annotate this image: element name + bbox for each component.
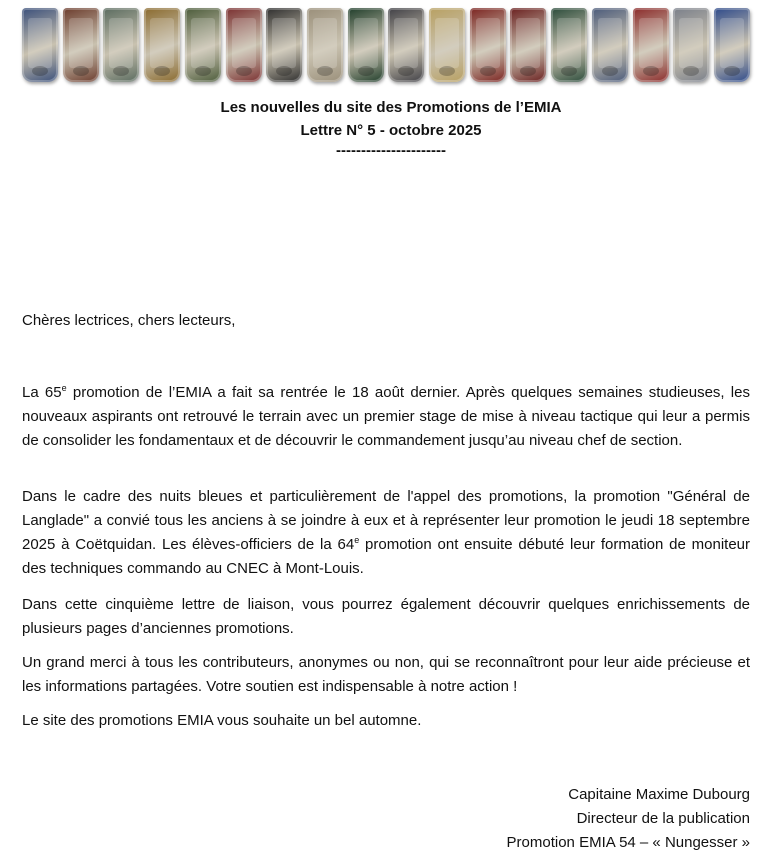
salutation: Chères lectrices, chers lecteurs, xyxy=(22,312,236,329)
badge-9 xyxy=(348,8,384,82)
badge-8 xyxy=(307,8,343,82)
paragraph-rentree xyxy=(22,381,750,453)
badge-14 xyxy=(551,8,587,82)
badge-10 xyxy=(388,8,424,82)
p1-superscript: e xyxy=(61,383,67,393)
promotion-badges-banner xyxy=(22,8,750,88)
badge-16 xyxy=(633,8,669,82)
badge-17 xyxy=(673,8,709,82)
issue-line: Lettre N° 5 - octobre 2025 xyxy=(300,122,482,139)
letter-header xyxy=(0,96,782,159)
badge-11 xyxy=(429,8,465,82)
badge-13 xyxy=(510,8,546,82)
p1-start: La 65 xyxy=(22,384,62,401)
badge-18 xyxy=(714,8,750,82)
signature-block xyxy=(507,783,750,855)
signatory-name: Capitaine Maxime Dubourg xyxy=(568,786,750,803)
badge-4 xyxy=(144,8,180,82)
badge-5 xyxy=(185,8,221,82)
p2-start: Dans le cadre des nuits bleues et particulièrement de l'appel des promotions, la promotion "Général de Langlade" a convié tous les anciens à se joindre à eux et à représenter leur promotion le jeudi 18 septembre 2025 à Coëtquidan. Les élèves-officiers de la 64 xyxy=(22,488,750,553)
signatory-promotion: Promotion EMIA 54 – « Nungesser » xyxy=(506,834,750,851)
paragraph-nuits-bleues xyxy=(22,485,750,581)
badge-15 xyxy=(592,8,628,82)
badge-3 xyxy=(103,8,139,82)
paragraph-remerciements: Un grand merci à tous les contributeurs, anonymes ou non, qui se reconnaîtront pour leur aide précieuse et les informations partagées. Votre soutien est indispensable à notre action ! xyxy=(22,654,750,695)
badge-7 xyxy=(266,8,302,82)
signatory-role: Directeur de la publication xyxy=(576,810,750,827)
p2-superscript: e xyxy=(354,535,360,545)
badge-12 xyxy=(470,8,506,82)
badge-1 xyxy=(22,8,58,82)
badge-2 xyxy=(63,8,99,82)
paragraph-voeux: Le site des promotions EMIA vous souhaite un bel automne. xyxy=(22,712,422,729)
p2-end: promotion ont ensuite débuté leur formation de moniteur des techniques commando au CNEC à Mont-Louis. xyxy=(22,536,750,577)
header-separator: ---------------------- xyxy=(336,142,446,159)
p1-end: promotion de l’EMIA a fait sa rentrée le 18 août dernier. Après quelques semaines studieuses, les nouveaux aspirants ont retrouvé le terrain avec un premier stage de mise à niveau tactique qui leur a permis de consolider les fondamentaux et de découvrir le commandement jusqu’au niveau chef de section. xyxy=(22,384,750,449)
paragraph-enrichissements: Dans cette cinquième lettre de liaison, vous pourrez également découvrir quelques enrichissements de plusieurs pages d’anciennes promotions. xyxy=(22,596,750,637)
badge-6 xyxy=(226,8,262,82)
newsletter-title: Les nouvelles du site des Promotions de l’EMIA xyxy=(220,99,562,116)
